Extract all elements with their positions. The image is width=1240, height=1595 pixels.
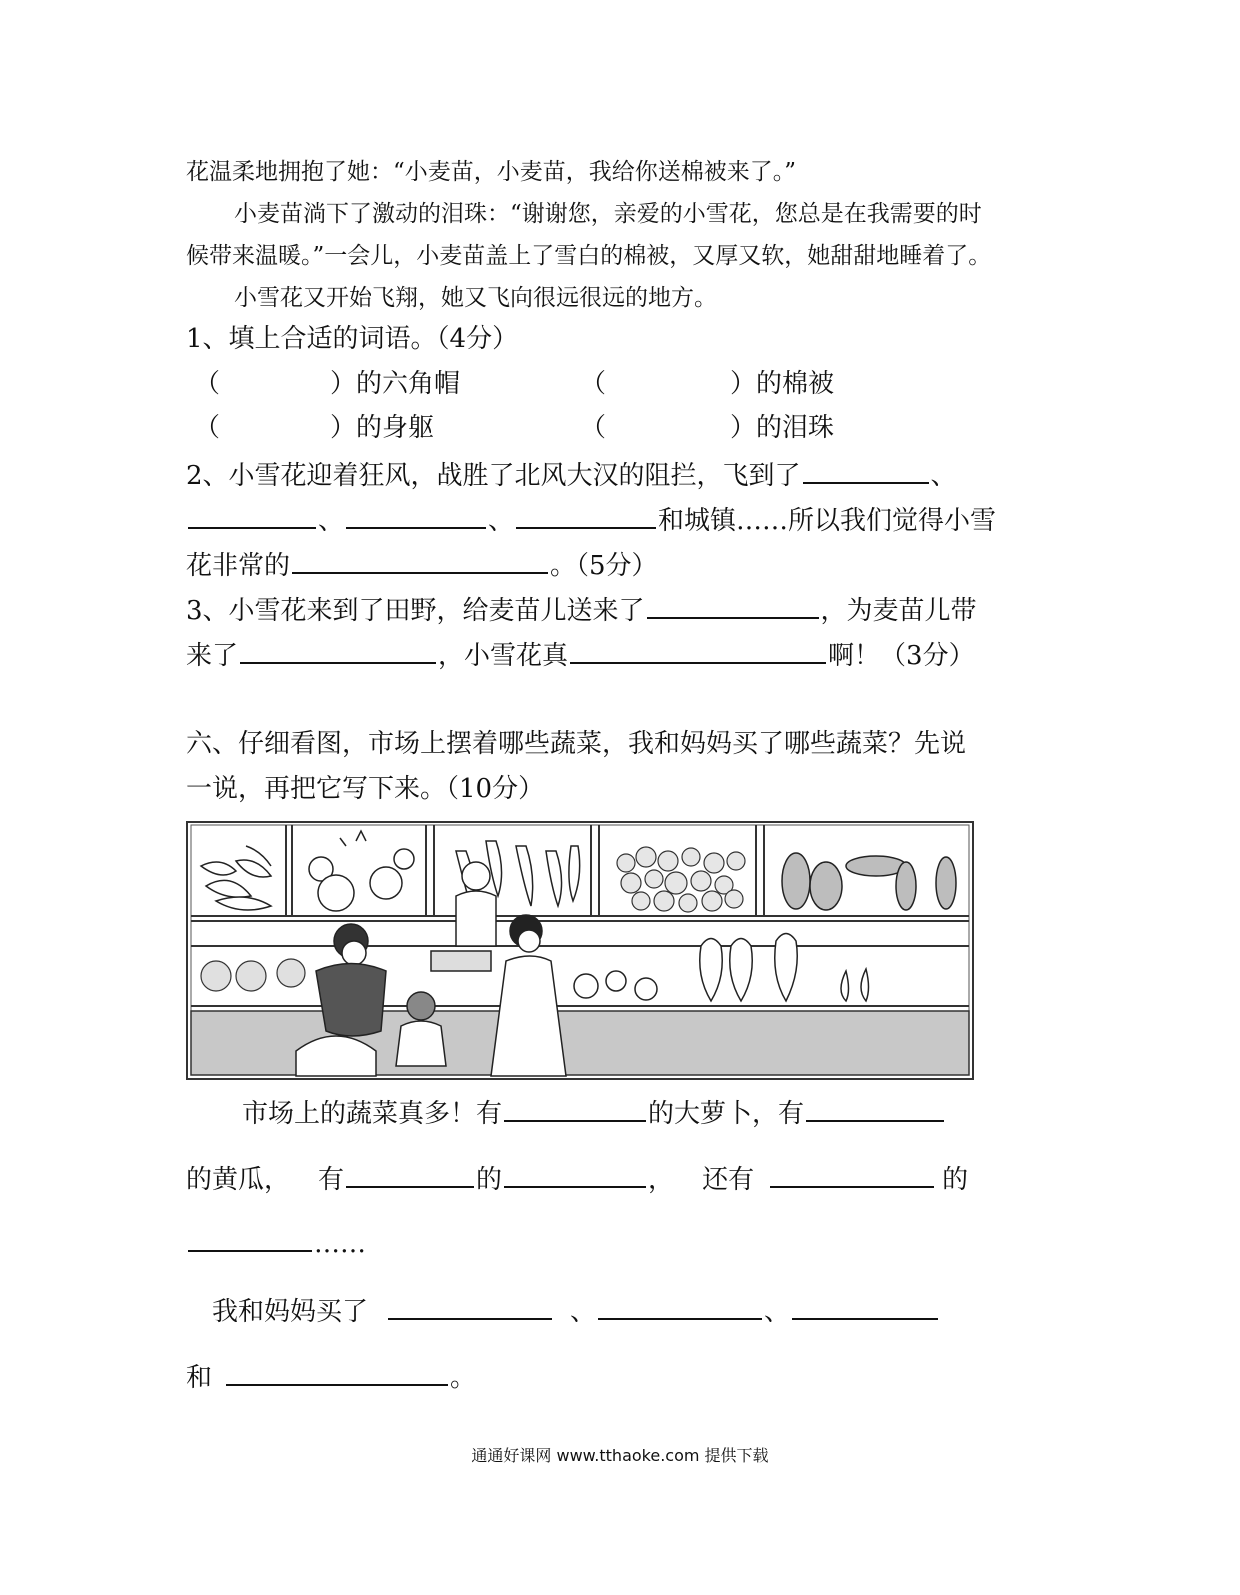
q2-sep-3: 、 bbox=[488, 506, 515, 536]
fill-text-b5: 还有 bbox=[702, 1165, 755, 1195]
q3-blank-2[interactable] bbox=[240, 636, 436, 664]
q2-line-3 bbox=[186, 546, 658, 584]
fill-blank-5[interactable] bbox=[770, 1160, 934, 1188]
fill-text-d3: 、 bbox=[764, 1297, 791, 1327]
fill-text-a1: 市场上的蔬菜真多！有 bbox=[242, 1099, 503, 1129]
fill-text-b1: 的黄瓜， bbox=[186, 1165, 291, 1195]
section6-title-2: 一说，再把它写下来。（10分） bbox=[186, 774, 545, 804]
passage-line-2: 小麦苗淌下了激动的泪珠：“谢谢您，亲爱的小雪花，您总是在我需要的时 bbox=[234, 201, 982, 227]
q2-line-2 bbox=[186, 501, 996, 539]
section6-title-1: 六、仔细看图，市场上摆着哪些蔬菜，我和妈妈买了哪些蔬菜？先说 bbox=[186, 729, 967, 759]
q1-item-3: ）的身躯 bbox=[330, 413, 435, 443]
q3-line-1 bbox=[186, 591, 977, 629]
cauliflowers bbox=[201, 959, 305, 991]
q3-line-2 bbox=[186, 636, 975, 674]
q3-blank-3[interactable] bbox=[570, 636, 826, 664]
q2-text-1: 2、小雪花迎着狂风，战胜了北风大汉的阻拦，飞到了 bbox=[186, 461, 801, 491]
fill-text-d1: 我和妈妈买了 bbox=[212, 1297, 369, 1327]
fill-text-b6: 的 bbox=[942, 1165, 969, 1195]
fill-blank-1[interactable] bbox=[504, 1094, 646, 1122]
q2-blank-4[interactable] bbox=[516, 501, 656, 529]
q1-open-paren-3: （ bbox=[194, 413, 221, 443]
q2-text-4: 。（5分） bbox=[550, 551, 658, 581]
q2-blank-5[interactable] bbox=[292, 546, 548, 574]
q1-open-paren-2: （ bbox=[580, 369, 607, 399]
fill-line-4 bbox=[212, 1292, 940, 1330]
fill-blank-6[interactable] bbox=[188, 1224, 312, 1252]
q1-item-1: ）的六角帽 bbox=[330, 369, 461, 399]
fill-text-d2: 、 bbox=[570, 1297, 597, 1327]
fill-text-e2: 。 bbox=[450, 1363, 477, 1393]
fill-blank-10[interactable] bbox=[226, 1358, 448, 1386]
fill-line-1 bbox=[242, 1094, 946, 1132]
fill-line-2 bbox=[186, 1160, 968, 1198]
q3-blank-1[interactable] bbox=[647, 591, 819, 619]
fill-text-b3: 的 bbox=[476, 1165, 503, 1195]
fill-text-e1: 和 bbox=[186, 1363, 213, 1393]
q1-item-4: ）的泪珠 bbox=[730, 413, 835, 443]
q3-text-3: 来了 bbox=[186, 641, 239, 671]
q2-line-1 bbox=[186, 456, 957, 494]
q3-text-5: 啊！（3分） bbox=[828, 641, 975, 671]
q1-title: 1、填上合适的词语。（4分） bbox=[186, 324, 519, 354]
q2-sep-1: 、 bbox=[930, 461, 957, 491]
q2-blank-1[interactable] bbox=[803, 456, 929, 484]
fill-text-b4: ， bbox=[648, 1165, 675, 1195]
fill-blank-4[interactable] bbox=[504, 1160, 646, 1188]
q1-item-2: ）的棉被 bbox=[730, 369, 835, 399]
passage-line-3: 候带来温暖。”一会儿，小麦苗盖上了雪白的棉被，又厚又软，她甜甜地睡着了。 bbox=[186, 243, 992, 269]
q2-blank-2[interactable] bbox=[188, 501, 316, 529]
q1-open-paren-1: （ bbox=[194, 369, 221, 399]
q2-text-2: 和城镇……所以我们觉得小雪 bbox=[658, 506, 997, 536]
fill-blank-2[interactable] bbox=[806, 1094, 944, 1122]
market-illustration bbox=[186, 821, 974, 1080]
q3-text-4: ，小雪花真 bbox=[438, 641, 569, 671]
passage-line-4: 小雪花又开始飞翔，她又飞向很远很远的地方。 bbox=[234, 285, 717, 311]
fill-line-5 bbox=[186, 1358, 476, 1396]
fill-text-a2: 的大萝卜，有 bbox=[648, 1099, 805, 1129]
q3-text-1: 3、小雪花来到了田野，给麦苗儿送来了 bbox=[186, 596, 645, 626]
fill-text-b2: 有 bbox=[318, 1165, 345, 1195]
fill-blank-8[interactable] bbox=[598, 1292, 762, 1320]
fill-blank-9[interactable] bbox=[792, 1292, 938, 1320]
q2-sep-2: 、 bbox=[318, 506, 345, 536]
footer-source: 通通好课网 www.tthaoke.com 提供下载 bbox=[471, 1446, 769, 1465]
passage-line-1: 花温柔地拥抱了她：“小麦苗，小麦苗，我给你送棉被来了。” bbox=[186, 159, 797, 185]
q1-open-paren-4: （ bbox=[580, 413, 607, 443]
fill-line-3 bbox=[186, 1224, 366, 1262]
q2-text-3: 花非常的 bbox=[186, 551, 291, 581]
fill-text-c1: …… bbox=[314, 1229, 366, 1259]
q3-text-2: ，为麦苗儿带 bbox=[820, 596, 977, 626]
fill-blank-3[interactable] bbox=[346, 1160, 474, 1188]
q2-blank-3[interactable] bbox=[346, 501, 486, 529]
fill-blank-7[interactable] bbox=[388, 1292, 552, 1320]
